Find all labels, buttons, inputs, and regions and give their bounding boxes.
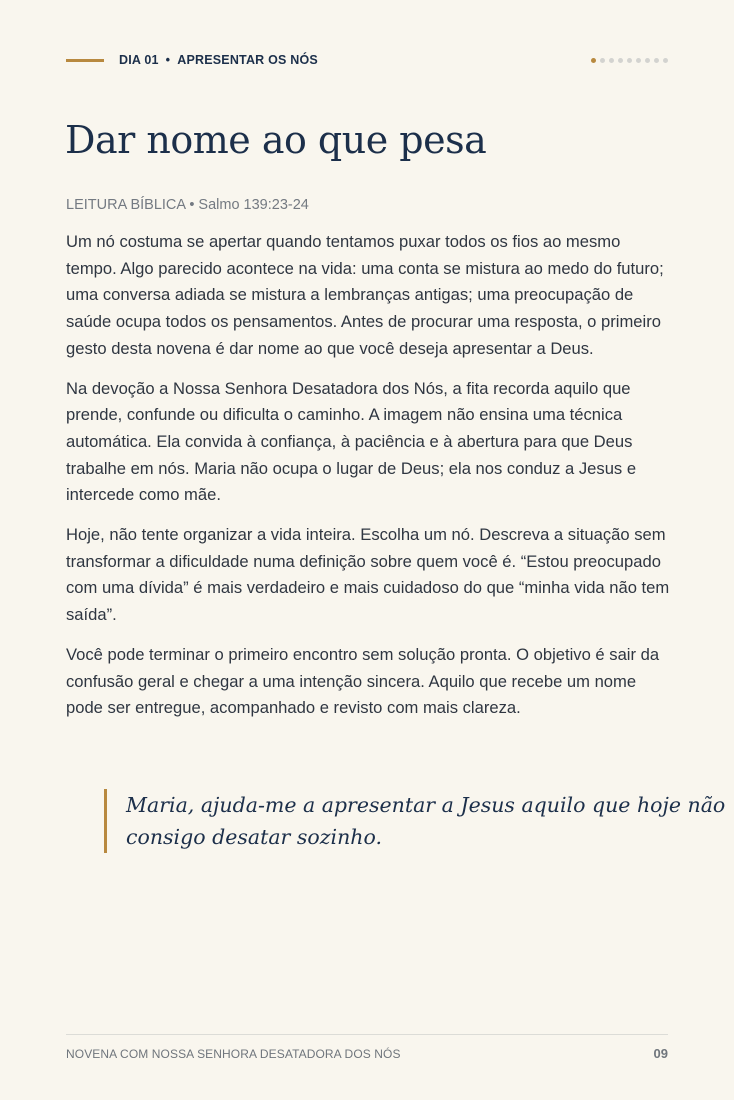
paragraph-3: Hoje, não tente organizar a vida inteira. Escolha um nó. Descreva a situação sem transformar a dificuldade numa definição sobre quem você é. “Estou preocupado com uma dívida” é mais verdadeiro e mais cuidadoso do que “minha vida não tem saída”. bbox=[66, 525, 670, 625]
accent-line bbox=[66, 59, 104, 62]
paragraph-1: Um nó costuma se apertar quando tentamos puxar todos os fios ao mesmo tempo. Algo parecido acontece na vida: uma conta se mistura ao medo do futuro; uma conversa adiada se mistura a lembranças antigas; uma preocupação de saúde ocupa todos os pensamentos. Antes de procurar uma resposta, o primeiro gesto desta novena é dar nome ao que você deseja apresentar a Deus. bbox=[66, 232, 664, 358]
day-separator: • bbox=[165, 53, 171, 67]
progress-dot-active bbox=[591, 58, 596, 63]
progress-dots bbox=[591, 58, 668, 63]
book-title: NOVENA COM NOSSA SENHORA DESATADORA DOS NÓS bbox=[66, 1046, 401, 1061]
reading-passage: Salmo 139:23-24 bbox=[198, 197, 309, 213]
day-number: DIA 01 bbox=[119, 53, 159, 67]
day-label bbox=[119, 53, 318, 67]
progress-dot bbox=[645, 58, 650, 63]
progress-dot bbox=[618, 58, 623, 63]
progress-dot bbox=[663, 58, 668, 63]
page-title: Dar nome ao que pesa bbox=[65, 118, 487, 162]
progress-dot bbox=[600, 58, 605, 63]
reading-label: LEITURA BÍBLICA bbox=[66, 197, 186, 213]
progress-dot bbox=[609, 58, 614, 63]
paragraph-2: Na devoção a Nossa Senhora Desatadora dos Nós, a fita recorda aquilo que prende, confunde ou dificulta o caminho. A imagem não ensina uma técnica automática. Ela convida à confiança, à paciência e à abertura para que Deus trabalhe em nós. Maria não ocupa o lugar de Deus; ela nos conduz a Jesus e intercede como mãe. bbox=[66, 378, 637, 505]
progress-dot bbox=[654, 58, 659, 63]
body-text bbox=[66, 229, 674, 735]
page-header bbox=[66, 50, 668, 70]
page-number: 09 bbox=[653, 1046, 668, 1061]
page-footer bbox=[66, 1034, 668, 1061]
day-topic: APRESENTAR OS NÓS bbox=[177, 53, 318, 67]
paragraph-4: Você pode terminar o primeiro encontro sem solução pronta. O objetivo é sair da confusão geral e chegar a uma intenção sincera. Aquilo que recebe um nome pode ser entregue, acompanhado e revisto com mais clareza. bbox=[66, 644, 660, 718]
reading-separator: • bbox=[189, 197, 195, 213]
prayer-quote: Maria, ajuda-me a apresentar a Jesus aquilo que hoje não consigo desatar sozinho. bbox=[104, 789, 726, 853]
progress-dot bbox=[636, 58, 641, 63]
progress-dot bbox=[627, 58, 632, 63]
reading-reference bbox=[66, 197, 309, 213]
